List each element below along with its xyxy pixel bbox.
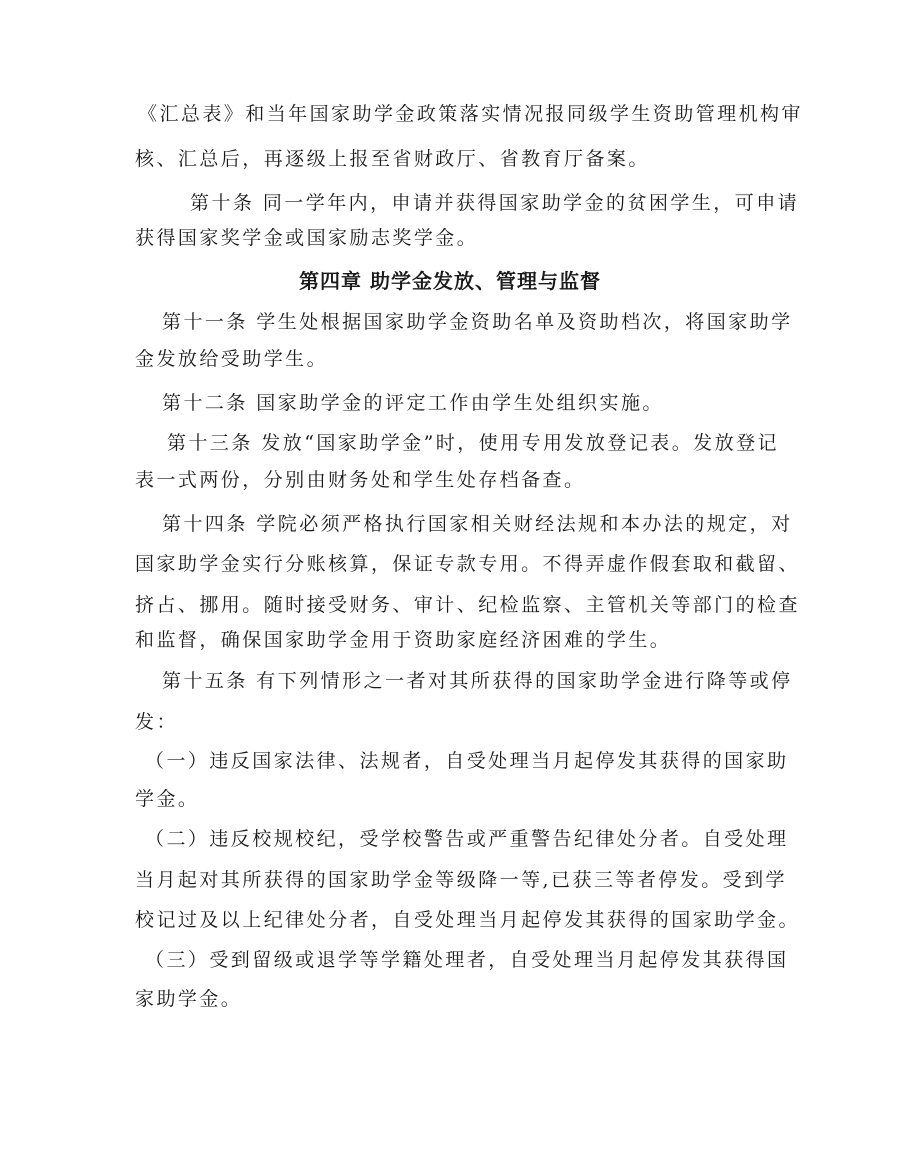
article-11-line: 金发放给受助学生。 bbox=[135, 348, 329, 370]
item-1-line: 学金。 bbox=[135, 788, 200, 810]
paragraph-line: 《汇总表》和当年国家助学金政策落实情况报同级学生资助管理机构审 bbox=[138, 103, 803, 125]
chapter-heading: 第四章 助学金发放、管理与监督 bbox=[299, 269, 601, 293]
article-15-line: 发： bbox=[135, 711, 178, 733]
item-1-line: （一）违反国家法律、法规者，自受处理当月起停发其获得的国家助 bbox=[145, 750, 789, 772]
article-10-line: 获得国家奖学金或国家励志奖学金。 bbox=[135, 227, 479, 249]
article-11-line: 第十一条 学生处根据国家助学金资助名单及资助档次，将国家助学 bbox=[162, 311, 793, 333]
article-14-line: 第十四条 学院必须严格执行国家相关财经法规和本办法的规定，对 bbox=[162, 513, 793, 535]
paragraph-line: 核、汇总后，再逐级上报至省财政厅、省教育厅备案。 bbox=[135, 148, 650, 170]
article-14-line: 和监督，确保国家助学金用于资助家庭经济困难的学生。 bbox=[135, 629, 672, 651]
item-3-line: （三）受到留级或退学等学籍处理者，自受处理当月起停发其获得国 bbox=[145, 949, 789, 971]
item-2-line: （二）违反校规校纪，受学校警告或严重警告纪律处分者。自受处理 bbox=[145, 828, 789, 850]
article-12-line: 第十二条 国家助学金的评定工作由学生处组织实施。 bbox=[162, 392, 664, 414]
item-2-line: 校记过及以上纪律处分者，自受处理当月起停发其获得的国家助学金。 bbox=[135, 909, 800, 931]
item-3-line: 家助学金。 bbox=[135, 988, 243, 1010]
article-14-line: 挤占、挪用。随时接受财务、审计、纪检监察、主管机关等部门的检查 bbox=[135, 594, 800, 616]
article-13-line: 表一式两份，分别由财务处和学生处存档备查。 bbox=[135, 469, 586, 491]
article-14-line: 国家助学金实行分账核算，保证专款专用。不得弄虚作假套取和截留、 bbox=[135, 553, 800, 575]
article-13-line: 第十三条 发放“国家助学金”时，使用专用发放登记表。发放登记 bbox=[167, 432, 779, 454]
article-10-line: 第十条 同一学年内，申请并获得国家助学金的贫困学生，可申请 bbox=[190, 192, 800, 214]
article-15-line: 第十五条 有下列情形之一者对其所获得的国家助学金进行降等或停 bbox=[162, 670, 793, 692]
item-2-line: 当月起对其所获得的国家助学金等级降一等,已获三等者停发。受到学 bbox=[135, 869, 787, 891]
